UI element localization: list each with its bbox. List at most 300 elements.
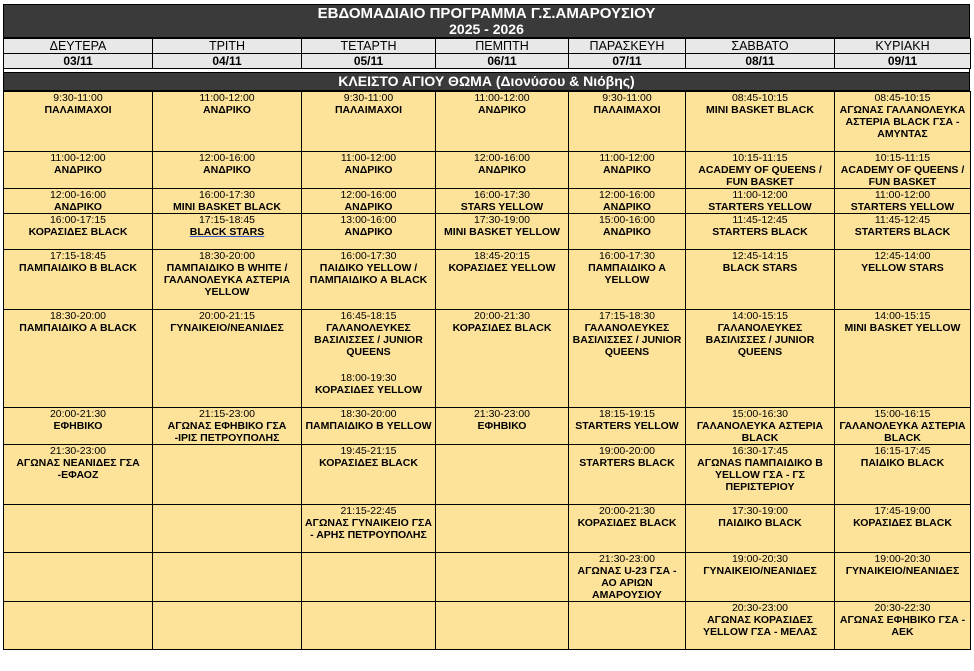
schedule-entry [6, 250, 150, 274]
team-label: ΚΟΡΑΣΙΔΕΣ BLACK [452, 322, 552, 334]
time-slot: 20:00-21:30 [473, 310, 531, 322]
schedule-cell [302, 505, 436, 553]
time-slot: 08:45-10:15 [874, 92, 931, 104]
team-label: MINI BASKET BLACK [706, 104, 814, 116]
schedule-entry [6, 92, 150, 116]
time-slot: 15:00-16:30 [731, 408, 789, 420]
team-label: ΕΦΗΒΙΚΟ [477, 420, 527, 432]
schedule-entry [155, 152, 299, 176]
table-row [4, 602, 971, 650]
day-date: 09/11 [835, 54, 971, 69]
schedule-entry [155, 92, 299, 116]
team-label: ΓΥΝΑΙΚΕΙΟ/ΝΕΑΝΙΔΕΣ [170, 322, 284, 334]
schedule-entry [571, 553, 683, 601]
schedule-cell [302, 250, 436, 310]
schedule-entry [688, 152, 832, 188]
schedule-cell [835, 553, 971, 602]
team-label: ΓΑΛΑΝΟΛΕΥΚΕΣ ΒΑΣΙΛΙΣΣΕΣ / JUNIOR QUEENS [572, 322, 682, 358]
day-date: 06/11 [436, 54, 569, 69]
table-row [4, 214, 971, 250]
time-slot: 11:00-12:00 [874, 189, 931, 201]
schedule-cell [302, 602, 436, 650]
time-slot: 16:00-17:30 [598, 250, 656, 262]
time-slot: 15:00-16:15 [874, 408, 931, 420]
weekday-row [4, 39, 971, 54]
schedule-entry [6, 445, 150, 481]
schedule-cell [4, 505, 153, 553]
schedule-entry [304, 214, 433, 238]
time-slot: 11:00-12:00 [340, 152, 397, 164]
team-label: ΚΟΡΑΣΙΔΕΣ BLACK [28, 226, 128, 238]
schedule-cell [153, 445, 302, 505]
schedule-cell [686, 92, 835, 152]
time-slot: 16:00-17:15 [49, 214, 107, 226]
team-label: ΚΟΡΑΣΙΔΕΣ BLACK [577, 517, 677, 529]
schedule-entry [6, 189, 150, 213]
schedule-cell [569, 553, 686, 602]
team-label: STARTERS YELLOW [850, 201, 955, 213]
schedule-entry [837, 214, 968, 238]
team-label: ΑΝΔΡΙΚΟ [603, 226, 651, 238]
team-label: MINI BASKET YELLOW [844, 322, 961, 334]
schedule-entry [155, 310, 299, 334]
time-slot: 20:00-21:30 [49, 408, 107, 420]
schedule-cell [686, 553, 835, 602]
time-slot: 17:15-18:30 [598, 310, 656, 322]
schedule-entry [6, 214, 150, 238]
schedule-cell [569, 152, 686, 189]
team-label: ΠΑΙΔΙΚΟ YELLOW / ΠΑΜΠΑΙΔΙΚΟ Α BLACK [309, 262, 428, 286]
schedule-header [3, 4, 970, 38]
schedule-cell [302, 553, 436, 602]
time-slot: 18:30-20:00 [340, 408, 397, 420]
time-slot: 19:00-20:30 [731, 553, 789, 565]
schedule-entry [438, 214, 566, 238]
schedule-entry [438, 310, 566, 334]
time-slot: 21:30-23:00 [473, 408, 531, 420]
schedule-entry [155, 408, 299, 444]
time-slot: 18:00-19:30 [340, 372, 397, 384]
team-label: STARTERS YELLOW [708, 201, 812, 213]
schedule-entry [688, 602, 832, 638]
time-slot: 18:15-19:15 [598, 408, 656, 420]
schedule-cell [436, 602, 569, 650]
schedule-cell [436, 445, 569, 505]
time-slot: 12:00-16:00 [340, 189, 397, 201]
time-slot: 19:00-20:00 [598, 445, 656, 457]
schedule-entry [571, 92, 683, 116]
schedule-entry [837, 250, 968, 274]
schedule-cell [569, 505, 686, 553]
time-slot: 9:30-11:00 [343, 92, 394, 104]
time-slot: 21:30-23:00 [49, 445, 107, 457]
team-label: ΑΝΔΡΙΚΟ [478, 164, 526, 176]
time-slot: 17:15-18:45 [49, 250, 107, 262]
schedule-entry [438, 92, 566, 116]
schedule-cell [153, 408, 302, 445]
schedule-cell [569, 408, 686, 445]
schedule-cell [153, 152, 302, 189]
schedule-cell [4, 189, 153, 214]
team-label: ΑΓΩΝΑΣ ΓΥΝΑΙΚΕΙΟ ΓΣΑ - ΑΡΗΣ ΠΕΤΡΟΥΠΟΛΗΣ [305, 517, 432, 541]
schedule-entry [6, 152, 150, 176]
time-slot: 12:00-16:00 [473, 152, 531, 164]
schedule-entry [837, 152, 968, 188]
time-slot: 12:00-16:00 [49, 189, 107, 201]
schedule-cell [4, 602, 153, 650]
team-label: ΑΓΩΝΑΣ ΚΟΡΑΣΙΔΕΣ YELLOW ΓΣΑ - ΜΕΛΑΣ [703, 614, 817, 638]
team-label: ΠΑΜΠΑΙΔΙΚΟ Α BLACK [19, 322, 137, 334]
schedule-cell [835, 189, 971, 214]
time-slot: 20:30-23:00 [731, 602, 789, 614]
time-slot: 18:30-20:00 [49, 310, 107, 322]
schedule-cell [569, 250, 686, 310]
team-label: ΕΦΗΒΙΚΟ [53, 420, 103, 432]
schedule-cell [153, 602, 302, 650]
schedule-entry [155, 214, 299, 238]
schedule-entry [837, 445, 968, 469]
team-label: MINI BASKET YELLOW [444, 226, 560, 238]
schedule-entry [688, 445, 832, 493]
time-slot: 14:00-15:15 [731, 310, 789, 322]
schedule-entry [837, 92, 968, 140]
time-slot: 13:00-16:00 [340, 214, 397, 226]
team-label: ΚΟΡΑΣΙΔΕΣ BLACK [853, 517, 952, 529]
schedule-cell [835, 310, 971, 408]
schedule-cell [153, 505, 302, 553]
team-label: ΑΝΔΡΙΚΟ [54, 164, 102, 176]
schedule-cell [686, 408, 835, 445]
schedule-cell [686, 602, 835, 650]
time-slot: 20:30-22:30 [874, 602, 931, 614]
time-slot: 12:00-16:00 [598, 189, 656, 201]
schedule-cell [4, 214, 153, 250]
team-label: MINI BASKET BLACK [173, 201, 281, 213]
time-slot: 18:30-20:00 [198, 250, 256, 262]
schedule-cell [302, 189, 436, 214]
schedule-entry [438, 152, 566, 176]
time-slot: 12:45-14:15 [731, 250, 789, 262]
time-slot: 17:30-19:00 [731, 505, 789, 517]
day-name: ΤΡΙΤΗ [153, 39, 302, 54]
schedule-entry [571, 189, 683, 213]
schedule-cell [436, 189, 569, 214]
team-label: ΑΝΔΡΙΚΟ [344, 201, 393, 213]
time-slot: 08:45-10:15 [731, 92, 789, 104]
schedule-cell [686, 152, 835, 189]
schedule-cell [686, 189, 835, 214]
schedule-entry [304, 408, 433, 432]
day-name: ΠΑΡΑΣΚΕΥΗ [569, 39, 686, 54]
schedule-cell [436, 214, 569, 250]
schedule-entry [688, 92, 832, 116]
team-label: STARS YELLOW [460, 201, 544, 213]
schedule-entry [837, 553, 968, 577]
schedule-cell [835, 408, 971, 445]
schedule-entry [688, 214, 832, 238]
schedule-cell [153, 214, 302, 250]
schedule-cell [436, 92, 569, 152]
team-label: ΑΓΩΝΑΣ ΝΕΑΝΙΔΕΣ ΓΣΑ -ΕΦΑΟΖ [16, 457, 140, 481]
schedule-cell [436, 152, 569, 189]
team-label: ΓΥΝΑΙΚΕΙΟ/ΝΕΑΝΙΔΕΣ [845, 565, 960, 577]
schedule-cell [436, 553, 569, 602]
time-slot: 19:00-20:30 [874, 553, 931, 565]
team-label: ΑΝΔΡΙΚΟ [603, 164, 651, 176]
time-slot: 16:30-17:45 [731, 445, 789, 457]
schedule-cell [153, 310, 302, 408]
time-slot: 21:15-23:00 [198, 408, 256, 420]
schedule-entry [304, 445, 433, 469]
schedule-cell [569, 602, 686, 650]
schedule-cell [4, 408, 153, 445]
team-label: ΑΓΩΝΑΣ ΕΦΗΒΙΚΟ ΓΣΑ -ΙΡΙΣ ΠΕΤΡΟΥΠΟΛΗΣ [167, 420, 287, 444]
schedule-entry [6, 408, 150, 432]
schedule-cell [569, 92, 686, 152]
team-label: ΑΝΔΡΙΚΟ [344, 164, 393, 176]
table-row [4, 505, 971, 553]
schedule-cell [835, 445, 971, 505]
schedule-cell [686, 214, 835, 250]
time-slot: 18:45-20:15 [473, 250, 531, 262]
schedule-entry [6, 310, 150, 334]
table-row [4, 152, 971, 189]
team-label: ΑΝΔΡΙΚΟ [603, 201, 651, 213]
team-label: ΓΑΛΑΝΟΛΕΥΚΕΣ ΒΑΣΙΛΙΣΣΕΣ / JUNIOR QUEENS [314, 322, 423, 358]
day-name: ΣΑΒΒΑΤΟ [686, 39, 835, 54]
schedule-cell [4, 92, 153, 152]
time-slot: 16:00-17:30 [473, 189, 531, 201]
team-label: ΓΥΝΑΙΚΕΙΟ/ΝΕΑΝΙΔΕΣ [703, 565, 817, 577]
schedule-cell [153, 553, 302, 602]
schedule-cell [302, 310, 436, 408]
team-label: ΓΑΛΑΝΟΛΕΥΚΑ ΑΣΤΕΡΙΑ BLACK [839, 420, 966, 444]
team-label: ΠΑΜΠΑΙΔΙΚΟ B WHITE / ΓΑΛΑΝΟΛΕΥΚΑ ΑΣΤΕΡΙΑ YELLOW [163, 262, 291, 298]
day-date: 07/11 [569, 54, 686, 69]
schedule-cell [153, 92, 302, 152]
time-slot: 16:00-17:30 [340, 250, 397, 262]
time-slot: 15:00-16:00 [598, 214, 656, 226]
schedule-entry [571, 445, 683, 469]
schedule-cell [835, 505, 971, 553]
schedule-table [3, 91, 971, 650]
team-label: YELLOW STARS [861, 262, 944, 274]
team-label: ΑΝΔΡΙΚΟ [203, 164, 251, 176]
schedule-cell [835, 152, 971, 189]
schedule-entry [438, 189, 566, 213]
schedule-entry [837, 310, 968, 334]
time-slot: 21:30-23:00 [598, 553, 656, 565]
time-slot: 11:00-12:00 [199, 92, 255, 104]
time-slot: 11:00-12:00 [50, 152, 106, 164]
team-label: ΠΑΜΠΑΙΔΙΚΟ Β YELLOW [305, 420, 432, 432]
season-label: 2025 - 2026 [449, 21, 524, 37]
venue-title: ΚΛΕΙΣΤΟ ΑΓΙΟΥ ΘΩΜΑ (Διονύσου & Νιόβης) [3, 72, 970, 91]
schedule-entry [571, 408, 683, 432]
team-label: ΠΑΛΑΙΜΑΧΟΙ [334, 104, 403, 116]
day-date: 08/11 [686, 54, 835, 69]
table-row [4, 250, 971, 310]
schedule-cell [686, 445, 835, 505]
time-slot: 17:30-19:00 [473, 214, 531, 226]
team-label: STARTERS BLACK [579, 457, 675, 469]
schedule-entry [304, 372, 433, 396]
schedule-cell [302, 152, 436, 189]
time-slot: 21:15-22:45 [340, 505, 397, 517]
team-label: STARTERS YELLOW [575, 420, 679, 432]
time-slot: 9:30-11:00 [602, 92, 652, 104]
schedule-cell [4, 445, 153, 505]
schedule-cell [153, 189, 302, 214]
team-label: ΑΝΔΡΙΚΟ [203, 104, 251, 116]
schedule-cell [686, 310, 835, 408]
time-slot: 9:30-11:00 [53, 92, 103, 104]
day-name: ΤΕΤΑΡΤΗ [302, 39, 436, 54]
team-label: ΠΑΙΔΙΚΟ BLACK [860, 457, 945, 469]
schedule-cell [835, 250, 971, 310]
team-label: ΑΝΔΡΙΚΟ [344, 226, 393, 238]
time-slot: 11:45-12:45 [874, 214, 931, 226]
schedule-cell [302, 445, 436, 505]
team-label: ΠΑΛΑΙΜΑΧΟΙ [44, 104, 112, 116]
schedule-cell [835, 214, 971, 250]
schedule-cell [436, 408, 569, 445]
time-slot: 12:00-16:00 [198, 152, 256, 164]
time-slot: 16:15-17:45 [874, 445, 931, 457]
table-row [4, 553, 971, 602]
table-row [4, 445, 971, 505]
schedule-entry [155, 189, 299, 213]
day-date: 03/11 [4, 54, 153, 69]
schedule-cell [436, 250, 569, 310]
time-slot: 16:00-17:30 [198, 189, 256, 201]
schedule-entry [304, 92, 433, 116]
schedule-entry [837, 505, 968, 529]
schedule-cell [4, 152, 153, 189]
schedule-cell [569, 189, 686, 214]
team-label: BLACK STARS [189, 226, 265, 238]
schedule-entry [304, 189, 433, 213]
day-name: ΔΕΥΤΕΡΑ [4, 39, 153, 54]
schedule-entry [837, 408, 968, 444]
schedule-cell [835, 602, 971, 650]
team-label: STARTERS BLACK [712, 226, 808, 238]
team-label: ΠΑΛΑΙΜΑΧΟΙ [593, 104, 661, 116]
team-label: ΑΝΔΡΙΚΟ [478, 104, 526, 116]
schedule-entry [837, 189, 968, 213]
team-label: BLACK STARS [722, 262, 798, 274]
team-label: ΚΟΡΑΣΙΔΕΣ BLACK [319, 457, 418, 469]
table-row [4, 408, 971, 445]
time-slot: 17:15-18:45 [198, 214, 256, 226]
schedule-cell [302, 214, 436, 250]
team-label: ΑΓΩΝΑΣ ΕΦΗΒΙΚΟ ΓΣΑ - ΑΕΚ [839, 614, 966, 638]
schedule-entry [688, 189, 832, 213]
schedule-entry [304, 505, 433, 541]
schedule-entry [571, 505, 683, 529]
time-slot: 10:15-11:15 [874, 152, 931, 164]
schedule-sheet [3, 4, 970, 650]
table-row [4, 310, 971, 408]
day-name: ΠΕΜΠΤΗ [436, 39, 569, 54]
schedule-cell [686, 505, 835, 553]
schedule-entry [571, 214, 683, 238]
schedule-cell [153, 250, 302, 310]
schedule-cell [4, 250, 153, 310]
team-label: ΚΟΡΑΣΙΔΕΣ YELLOW [315, 384, 422, 396]
team-label: STARTERS BLACK [854, 226, 951, 238]
schedule-title: ΕΒΔΟΜΑΔΙΑΙΟ ΠΡΟΓΡΑΜΜΑ Γ.Σ.ΑΜΑΡΟΥΣΙΟΥ [317, 5, 656, 22]
day-name: ΚΥΡΙΑΚΗ [835, 39, 971, 54]
schedule-entry [688, 310, 832, 358]
team-label: ΑΓΩΝΑS ΠΑΜΠΑΙΔΙΚΟ B YELLOW ΓΣΑ - ΓΣ ΠΕΡΙΣΤΕΡΙΟΥ [697, 457, 823, 493]
schedule-entry [571, 250, 683, 286]
time-slot: 10:15-11:15 [732, 152, 788, 164]
team-label: ΓΑΛΑΝΟΛΕΥΚΕΣ ΒΑΣΙΛΙΣΣΕΣ / JUNIOR QUEENS [705, 322, 815, 358]
schedule-entry [571, 152, 683, 176]
time-slot: 12:45-14:00 [874, 250, 931, 262]
day-date: 04/11 [153, 54, 302, 69]
time-slot: 11:00-12:00 [732, 189, 788, 201]
team-label: ΓΑΛΑΝΟΛΕΥΚΑ ΑΣΤΕΡΙΑ BLACK [696, 420, 824, 444]
team-label: ΑΓΩΝΑΣ U-23 ΓΣΑ - ΑΟ ΑΡΙΩΝ ΑΜΑΡΟΥΣΙΟΥ [577, 565, 677, 601]
time-slot: 14:00-15:15 [874, 310, 931, 322]
team-label: ΑΓΩΝΑΣ ΓΑΛΑΝΟΛΕΥΚΑ ΑΣΤΕΡΙΑ BLACK ΓΣΑ - ΑΜΥΝΤΑΣ [839, 104, 966, 140]
team-label: ΑΝΔΡΙΚΟ [54, 201, 102, 213]
schedule-cell [686, 250, 835, 310]
time-slot: 11:00-12:00 [599, 152, 655, 164]
day-date: 05/11 [302, 54, 436, 69]
schedule-entry [438, 250, 566, 274]
table-row [4, 92, 971, 152]
schedule-cell [4, 310, 153, 408]
schedule-cell [569, 310, 686, 408]
days-header-table [3, 38, 971, 69]
schedule-cell [569, 445, 686, 505]
schedule-entry [837, 602, 968, 638]
schedule-entry [304, 152, 433, 176]
schedule-cell [835, 92, 971, 152]
schedule-entry [438, 408, 566, 432]
table-row [4, 189, 971, 214]
time-slot: 11:45-12:45 [732, 214, 788, 226]
schedule-entry [688, 553, 832, 577]
schedule-entry [155, 250, 299, 298]
time-slot: 19:45-21:15 [340, 445, 397, 457]
schedule-cell [302, 408, 436, 445]
team-label: ΠΑΜΠΑΙΔΙΚΟ Α YELLOW [588, 262, 666, 286]
time-slot: 17:45-19:00 [874, 505, 931, 517]
time-slot: 20:00-21:15 [198, 310, 256, 322]
time-slot: 20:00-21:30 [598, 505, 656, 517]
date-row [4, 54, 971, 69]
schedule-cell [4, 553, 153, 602]
schedule-cell [569, 214, 686, 250]
team-label: ACADEMY OF QUEENS / FUN BASKET [840, 164, 965, 188]
schedule-cell [436, 310, 569, 408]
time-slot: 16:45-18:15 [340, 310, 397, 322]
schedule-entry [688, 408, 832, 444]
team-label: ΠΑΙΔΙΚΟ BLACK [718, 517, 802, 529]
time-slot: 11:00-12:00 [474, 92, 530, 104]
team-label: ACADEMY OF QUEENS / FUN BASKET [698, 164, 822, 188]
schedule-entry [304, 250, 433, 286]
schedule-entry [688, 505, 832, 529]
schedule-entry [571, 310, 683, 358]
team-label: ΚΟΡΑΣΙΔΕΣ YELLOW [448, 262, 556, 274]
schedule-cell [302, 92, 436, 152]
schedule-entry [304, 310, 433, 358]
